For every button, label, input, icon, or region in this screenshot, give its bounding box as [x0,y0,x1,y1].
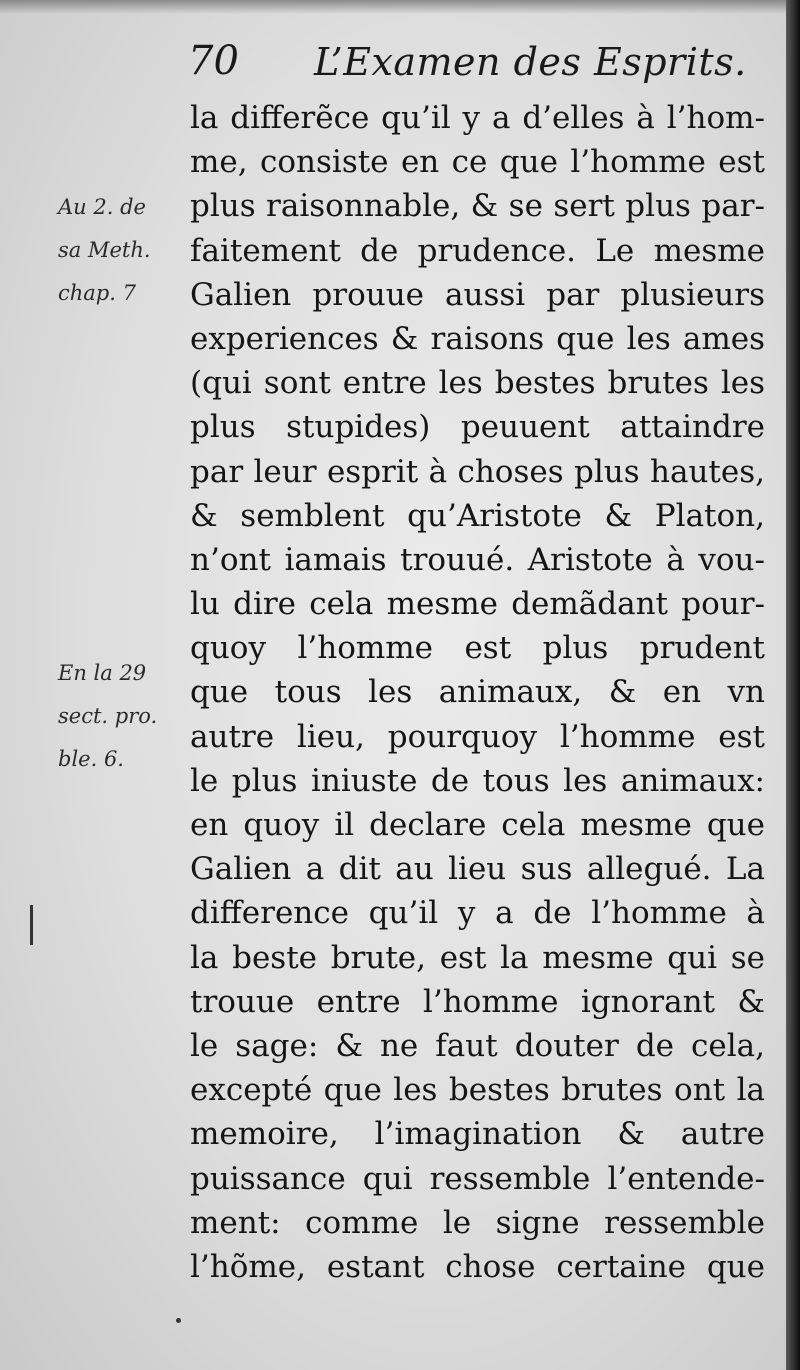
text-line: ment: comme le signe ressemble [190,1204,765,1241]
text-line: quoy l’homme est plus prudent [190,630,765,667]
margin-note-line: sa Meth. [58,238,151,262]
text-line: lu dire cela mesme demãdant pour- [190,586,765,623]
text-line: plus stupides) peuuent attaindre [190,409,765,446]
page-header [188,38,748,94]
text-line: que tous les animaux, & en vn [190,674,765,711]
text-line: me, consiste en ce que l’homme est [190,144,765,181]
text-line: la differẽce qu’il y a d’elles à l’hom- [190,100,765,136]
margin-note-1 [58,186,188,315]
text-line: puissance qui ressemble l’entende- [190,1160,765,1197]
ink-speck [30,905,33,945]
text-line: n’ont iamais trouué. Aristote à vou- [190,541,765,578]
margin-note-line: En la 29 [58,661,147,685]
running-title: L’Examen des Esprits. [314,40,747,84]
text-line: memoire, l’imagination & autre [190,1116,765,1153]
ink-speck [176,1318,181,1323]
text-line: Galien prouue aussi par plusieurs [190,276,765,313]
text-line: par leur esprit à choses plus hautes, [190,453,765,490]
text-line: faitement de prudence. Le mesme [190,232,765,269]
text-line: autre lieu, pourquoy l’homme est [190,718,765,755]
text-line: difference qu’il y a de l’homme à [190,895,765,932]
margin-note-line: Au 2. de [58,195,146,219]
text-line: l’hõme, estant chose certaine que [190,1248,765,1285]
margin-note-2 [58,652,188,781]
text-line: (qui sont entre les bestes brutes les [190,365,765,402]
page-edge-shadow [786,0,800,1370]
text-line: Galien a dit au lieu sus allegué. La [190,851,765,888]
margin-note-line: sect. pro. [58,704,158,728]
margin-note-line: ble. 6. [58,747,124,771]
text-line: en quoy il declare cela mesme que [190,807,765,843]
text-line: excepté que les bestes brutes ont la [190,1072,765,1109]
page-number: 70 [188,38,239,84]
text-line: trouue entre l’homme ignorant & [190,983,765,1020]
text-line: plus raisonnable, & se sert plus par- [190,188,765,225]
text-line: le plus iniuste de tous les animaux: [190,762,765,799]
text-line: le sage: & ne faut douter de cela, [190,1027,765,1064]
text-line: & semblent qu’Aristote & Platon, [190,497,765,534]
text-line: la beste brute, est la mesme qui se [190,939,765,976]
margin-note-line: chap. 7 [58,281,136,305]
text-line: experiences & raisons que les ames [190,320,765,357]
body-text [190,96,765,1289]
